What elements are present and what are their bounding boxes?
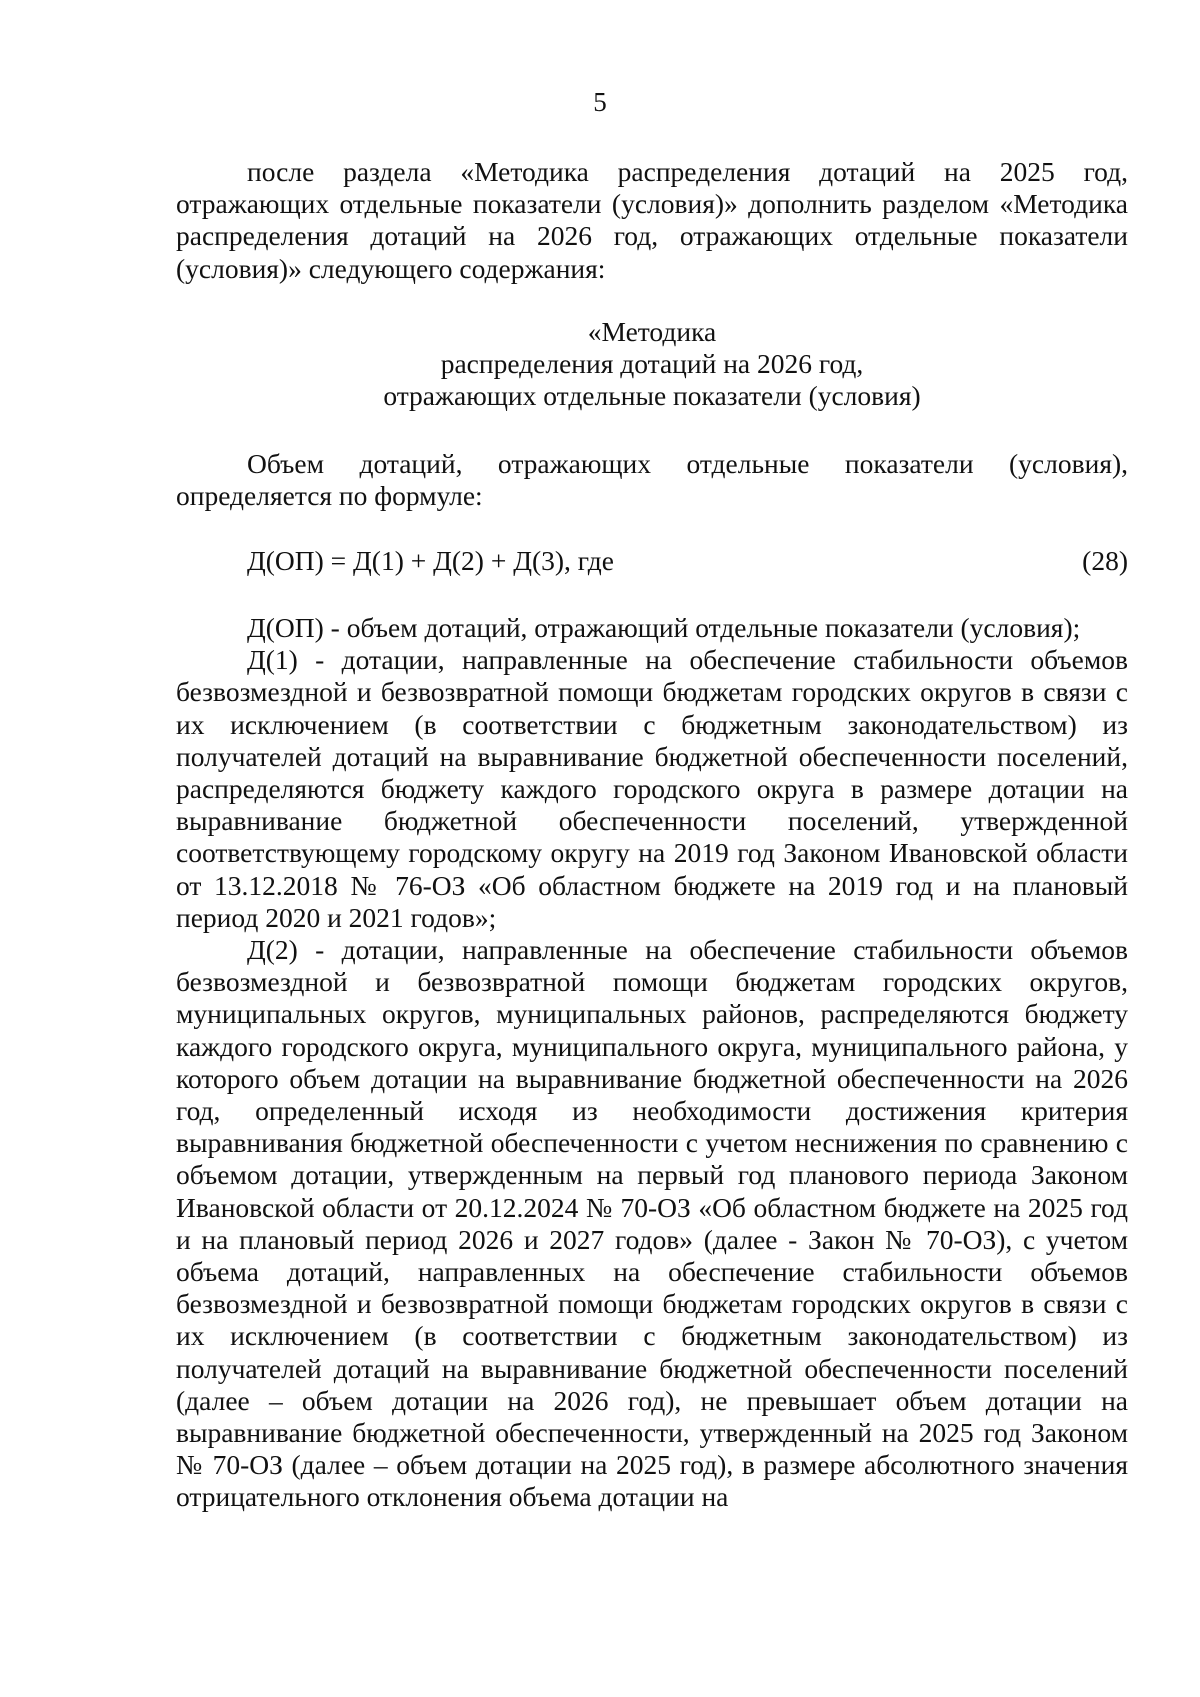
- intro-paragraph: [176, 156, 1128, 285]
- intro-text: после раздела «Методика распределения дотаций на 2025 год, отражающих отдельные показатели (условия)» дополнить разделом «Методика распределения дотаций на 2026 год, отражающих отдельные показатели (условия)» следующего содержания:: [176, 156, 1128, 284]
- heading-line-2: распределения дотаций на 2026 год,: [440, 348, 864, 380]
- definition-d2: Д(2) - дотации, направленные на обеспечение стабильности объемов безвозмездной и безвозвратной помощи бюджетам городских округов, муниципальных округов, муниципальных районов, распределяются бюджету каждого городского округа, муниципального округа, муниципального района, у которого объем дотации на выравнивание бюджетной обеспеченности на 2026 год, определенный исходя из необходимости достижения критерия выравнивания бюджетной обеспеченности с учетом неснижения по сравнению с объемом дотации, утвержденным на первый год планового периода Законом Ивановской области от 20.12.2024 № 70-ОЗ «Об областном бюджете на 2025 год и на плановый период 2026 и 2027 годов» (далее - Закон № 70-ОЗ), с учетом объема дотаций, направленных на обеспечение стабильности объемов безвозмездной и безвозвратной помощи бюджетам городских округов в связи с их исключением (в соответствии с бюджетным законодательством) из получателей дотаций на выравнивание бюджетной обеспеченности поселений (далее – объем дотации на 2026 год), не превышает объем дотации на выравнивание бюджетной обеспеченности, утвержденный на 2025 год Законом № 70-ОЗ (далее – объем дотации на 2025 год), в размере абсолютного значения отрицательного отклонения объема дотации на: [176, 934, 1128, 1513]
- definition-dop: Д(ОП) - объем дотаций, отражающий отдельные показатели (условия);: [247, 612, 1081, 643]
- formula-number: (28): [1082, 545, 1128, 576]
- heading-line-3: отражающих отдельные показатели (условия): [383, 380, 921, 412]
- page-number: 5: [593, 87, 607, 117]
- volume-text: Объем дотаций, отражающих отдельные показатели (условия), определяется по формуле:: [176, 448, 1128, 512]
- formula-expression: Д(ОП) = Д(1) + Д(2) + Д(3), где: [247, 545, 614, 576]
- heading-line-1: «Методика: [587, 316, 717, 347]
- definition-d1: Д(1) - дотации, направленные на обеспечение стабильности объемов безвозмездной и безвозвратной помощи бюджетам городских округов в связи с их исключением (в соответствии с бюджетным законодательством) из получателей дотаций на выравнивание бюджетной обеспеченности поселений, распределяются бюджету каждого городского округа в размере дотации на выравнивание бюджетной обеспеченности поселений, утвержденной соответствующему городскому округу на 2019 год Законом Ивановской области от 13.12.2018 № 76-ОЗ «Об областном бюджете на 2019 год и на плановый период 2020 и 2021 годов»;: [176, 644, 1128, 933]
- section-heading: [176, 316, 1128, 413]
- formula-28: [247, 545, 1128, 577]
- volume-paragraph: [176, 448, 1128, 512]
- definitions-block: [176, 612, 1128, 1514]
